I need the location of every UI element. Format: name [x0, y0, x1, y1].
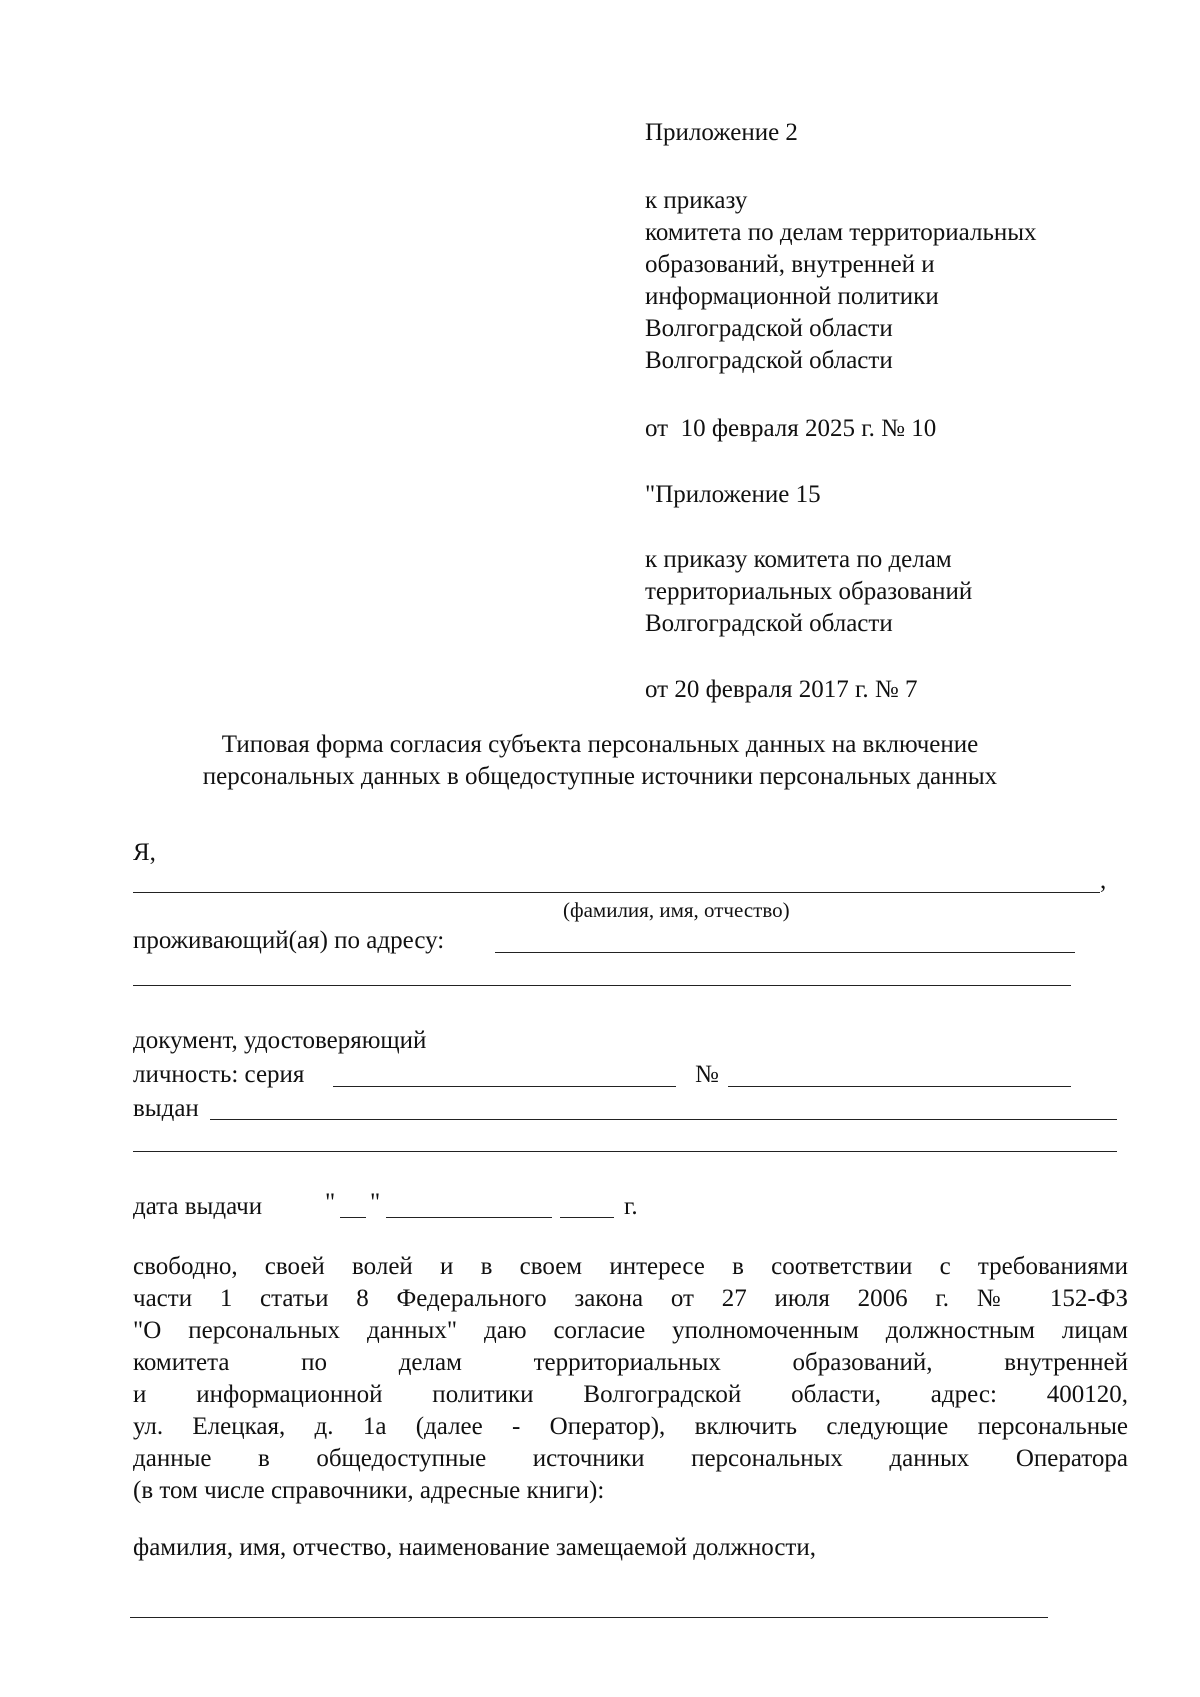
issued-field-line-2 — [133, 1151, 1117, 1152]
fio-comma: , — [1100, 867, 1107, 894]
body-line-1: свободно, своей волей и в своем интересе в соответствии с требованиями — [133, 1253, 1128, 1280]
sub-order-date: от 20 февраля 2017 г. № 7 — [645, 676, 918, 703]
body-line-2: части 1 статьи 8 Федерального закона от 27 июля 2006 г. № 152-ФЗ — [133, 1285, 1128, 1312]
body-line-5: и информационной политики Волгоградской области, адрес: 400120, — [133, 1381, 1128, 1408]
appendix-label: Приложение 2 — [645, 119, 798, 146]
series-field-line — [333, 1086, 676, 1087]
order-line-2: комитета по делам территориальных — [645, 219, 1037, 246]
body-line-8: (в том числе справочники, адресные книги): — [133, 1477, 605, 1504]
order-line-1: к приказу — [645, 187, 748, 214]
sub-order-line-3: Волгоградской области — [645, 610, 893, 637]
quote-close: " — [370, 1189, 381, 1216]
form-title-line-2: персональных данных в общедоступные источники персональных данных — [202, 763, 998, 790]
year-suffix: г. — [624, 1193, 638, 1220]
body-line-6: ул. Елецкая, д. 1а (далее - Оператор), включить следующие персональные — [133, 1413, 1128, 1440]
order-line-4: информационной политики — [645, 283, 939, 310]
quote-open: " — [325, 1189, 336, 1216]
address-label: проживающий(ая) по адресу: — [133, 927, 445, 954]
form-title-line-1: Типовая форма согласия субъекта персональных данных на включение — [221, 731, 979, 758]
fields-continuation-line — [130, 1617, 1048, 1618]
address-field-line-1 — [495, 952, 1075, 953]
month-field-line — [386, 1217, 552, 1218]
order-line-6: Волгоградской области — [645, 347, 893, 374]
fio-field-line — [133, 892, 1100, 893]
body-line-7: данные в общедоступные источники персональных данных Оператора — [133, 1445, 1128, 1472]
i-label: Я, — [133, 839, 156, 866]
fio-caption: (фамилия, имя, отчество) — [563, 898, 790, 922]
year-field-line — [560, 1217, 614, 1218]
number-label: № — [695, 1061, 719, 1088]
body-line-3: "О персональных данных" даю согласие уполномоченным должностным лицам — [133, 1317, 1128, 1344]
address-field-line-2 — [133, 985, 1071, 986]
body-line-4: комитета по делам территориальных образований, внутренней — [133, 1349, 1128, 1376]
order-date: от 10 февраля 2025 г. № 10 — [645, 415, 937, 442]
sub-appendix-label: "Приложение 15 — [645, 481, 821, 508]
sub-order-line-1: к приказу комитета по делам — [645, 546, 952, 573]
document-label: документ, удостоверяющий — [133, 1027, 427, 1054]
fields-list-line: фамилия, имя, отчество, наименование замещаемой должности, — [133, 1534, 816, 1561]
issued-field-line-1 — [210, 1119, 1117, 1120]
number-field-line — [728, 1086, 1071, 1087]
sub-order-line-2: территориальных образований — [645, 578, 973, 605]
issued-label: выдан — [133, 1095, 199, 1122]
series-label: личность: серия — [133, 1061, 305, 1088]
order-line-3: образований, внутренней и — [645, 251, 935, 278]
day-field-line — [340, 1217, 366, 1218]
issue-date-label: дата выдачи — [133, 1193, 263, 1220]
order-line-5: Волгоградской области — [645, 315, 893, 342]
